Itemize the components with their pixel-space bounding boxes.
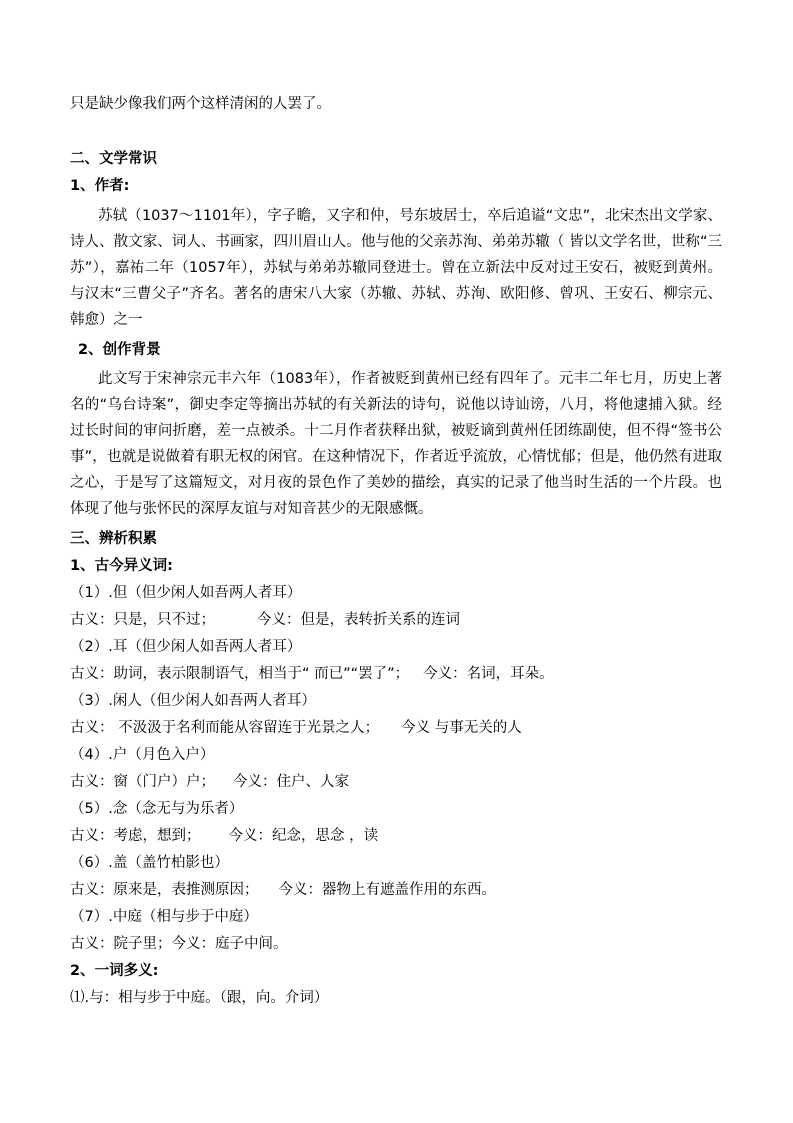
word-item-meaning	[70, 772, 349, 792]
ancient-meaning: 古义：原来是，表推测原因；	[70, 882, 259, 898]
author-heading: 1、作者:	[70, 178, 130, 194]
word-item-title: （5）.念（念无与为乐者）	[70, 801, 244, 817]
word-item-title: （6）.盖（盖竹柏影也）	[70, 855, 229, 871]
modern-meaning: 今义：器物上有遮盖作用的东西。	[278, 882, 496, 898]
word-item-title: （1）.但（但少闲人如吾两人者耳）	[70, 585, 302, 601]
word-item-meaning	[70, 934, 288, 954]
polysemy-heading: 2、一词多义:	[70, 963, 159, 979]
word-item-title: （4）.户（月色入户）	[70, 747, 215, 763]
section-heading-literary-knowledge: 二、文学常识	[70, 151, 157, 167]
background-paragraph: 此文写于宋神宗元丰六年（1083年），作者被贬到黄州已经有四年了。元丰二年七月，历史上著名的“乌台诗案”，御史李定等摘出苏轼的有关新法的诗句，说他以诗讪谤，八月，将他逮捕入狱。经过长时间的审问折磨，差一点被杀。十二月作者获释出狱，被贬谪到黄州任团练副使，但不得“签书公事”，也就是说做着有职无权的闲官。在这种情况下，作者近乎流放，心情忧郁；但是，他仍然有进取之心，于是写了这篇短文，对月夜的景色作了美妙的描绘，真实的记录了他当时生活的一个片段。也体现了他与张怀民的深厚友谊与对知音甚少的无限感慨。	[70, 371, 722, 517]
word-item-meaning	[70, 718, 522, 738]
word-item-title: （2）.耳（但少闲人如吾两人者耳）	[70, 639, 302, 655]
modern-meaning: 今义：住户、人家	[233, 774, 349, 790]
ancient-meaning: 古义：窗（门户）户；	[70, 774, 215, 790]
ancient-meaning: 古义：助词，表示限制语气，相当于“ 而已”“罢了”；	[70, 666, 410, 682]
intro-line: 只是缺少像我们两个这样清闲的人罢了。	[70, 96, 331, 112]
ancient-meaning: 古义：考虑，想到；	[70, 828, 201, 844]
modern-meaning: 今义 与事无关的人	[401, 720, 522, 736]
modern-meaning: 今义：纪念，思念 ，读	[228, 828, 379, 844]
polysemy-item: ⑴.与：相与步于中庭。（跟，向。介词）	[70, 990, 329, 1006]
ancient-meaning: 古义：院子里；今义：庭子中间。	[70, 936, 288, 952]
word-item-meaning	[70, 664, 554, 684]
ancient-modern-meaning-heading: 1、古今异义词:	[70, 558, 173, 574]
modern-meaning: 今义：名词，耳朵。	[423, 666, 554, 682]
section-heading-analysis: 三、辨析积累	[70, 531, 157, 547]
word-item-title: （3）.闲人（但少闲人如吾两人者耳）	[70, 693, 316, 709]
word-item-title: （7）.中庭（相与步于中庭）	[70, 909, 258, 925]
background-heading: 2、创作背景	[78, 342, 161, 358]
word-item-meaning	[70, 610, 460, 630]
modern-meaning: 今义：但是，表转折关系的连词	[257, 612, 460, 628]
author-paragraph: 苏轼（1037～1101年），字子瞻，又字和仲，号东坡居士，卒后追谥“文忠”，北宋杰出文学家、诗人、散文家、词人、书画家，四川眉山人。他与他的父亲苏洵、弟弟苏辙（ 皆以文学名世，世称“三苏”），嘉祐二年（1057年），苏轼与弟弟苏辙同登进士。曾在立新法中反对过王安石，被贬到黄州。与汉末“三曹父子”齐名。著名的唐宋八大家（苏辙、苏轼、苏洵、欧阳修、曾巩、王安石、柳宗元、韩愈）之一	[70, 208, 722, 328]
ancient-meaning: 古义：只是，只不过；	[70, 612, 215, 628]
word-item-meaning	[70, 880, 496, 900]
word-item-meaning	[70, 826, 378, 846]
ancient-meaning: 古义： 不汲汲于名利而能从容留连于光景之人；	[70, 720, 380, 736]
